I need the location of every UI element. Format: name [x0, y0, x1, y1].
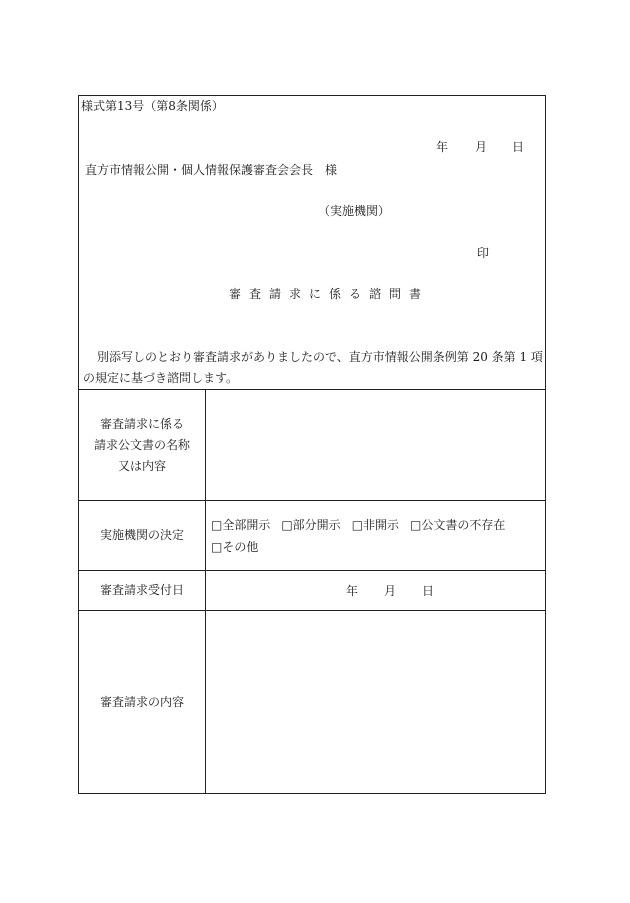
recipient: 直方市情報公開・個人情報保護審査会会長 様 [85, 163, 338, 177]
label-text: 審査請求の内容 [99, 695, 184, 709]
seal-mark: 印 [477, 246, 490, 260]
checkbox-nonexistent[interactable]: □公文書の不存在 [410, 518, 506, 532]
document-title: 審査請求に係る諮問書 [229, 287, 430, 301]
date-day: 日 [512, 140, 525, 154]
body-text-line1: 別添写しのとおり審査請求がありましたので、直方市情報公開条例第 20 条第 1 項 [97, 350, 543, 364]
label-text: 審査請求受付日 [99, 583, 184, 597]
checkbox-partial-disclosure[interactable]: □部分開示 [281, 518, 341, 532]
date-month: 月 [475, 140, 488, 154]
decision-options-row2 [211, 541, 258, 553]
label-request-document [79, 390, 205, 500]
body-text-line2: の規定に基づき諮問します。 [83, 371, 239, 385]
inquiry-form [78, 95, 546, 794]
request-document-field[interactable] [207, 390, 545, 500]
form-number: 様式第13号（第8条関係） [81, 99, 224, 113]
checkbox-other[interactable]: □その他 [211, 540, 259, 554]
request-content-field[interactable] [207, 611, 545, 793]
checkbox-non-disclosure[interactable]: □非開示 [351, 518, 400, 532]
label-text: 実施機関の決定 [99, 528, 184, 542]
label-receipt-date [79, 571, 205, 610]
receipt-day: 日 [422, 584, 435, 598]
date-year: 年 [436, 140, 449, 154]
receipt-year: 年 [346, 584, 359, 598]
label-line: 請求公文書の名称 [93, 437, 190, 452]
label-line: 又は内容 [117, 458, 166, 473]
checkbox-full-disclosure[interactable]: □全部開示 [211, 518, 271, 532]
receipt-month: 月 [384, 584, 397, 598]
label-request-content [79, 611, 205, 794]
implementing-agency: （実施機関） [318, 204, 391, 218]
decision-options-row1 [211, 519, 505, 531]
label-line: 審査請求に係る [99, 416, 184, 431]
column-divider [205, 389, 206, 794]
label-agency-decision [79, 501, 205, 570]
